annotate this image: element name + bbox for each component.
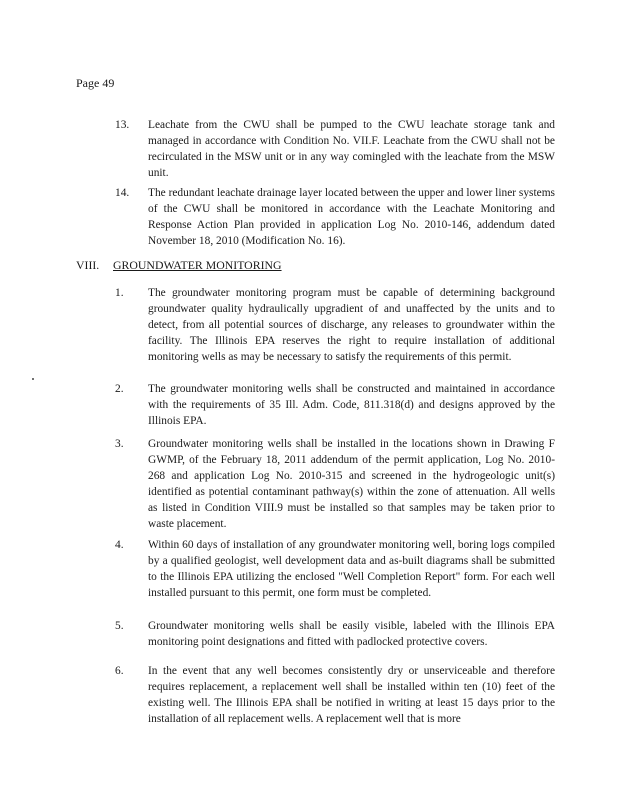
condition-number: 3. (115, 438, 124, 450)
page-number: Page 49 (76, 76, 115, 90)
condition-4 (115, 538, 555, 602)
condition-number: 13. (115, 119, 130, 131)
condition-2 (115, 382, 555, 430)
condition-text: In the event that any well becomes consistently dry or unserviceable and therefore requires replacement, a replacement well shall be installed within ten (10) feet of the existing well. The Illinois EPA shall be notified in writing at least 15 days prior to the installation of all replacement wells. A replacement well that is more (148, 665, 555, 725)
condition-6 (115, 664, 555, 728)
condition-1 (115, 286, 555, 366)
section-number: VIII. (76, 258, 100, 272)
condition-number: 1. (115, 287, 124, 299)
condition-text: Within 60 days of installation of any groundwater monitoring well, boring logs compiled by a qualified geologist, well development data and as-built diagrams shall be submitted to the Illinois EPA utilizing the enclosed "Well Completion Report" form. For each well installed pursuant to this permit, one form must be completed. (148, 539, 555, 599)
condition-text: The groundwater monitoring wells shall be constructed and maintained in accordance with the requirements of 35 Ill. Adm. Code, 811.318(d) and designs approved by the Illinois EPA. (148, 383, 555, 427)
condition-number: 14. (115, 187, 130, 199)
condition-text: Groundwater monitoring wells shall be easily visible, labeled with the Illinois EPA monitoring point designations and fitted with padlocked protective covers. (148, 620, 555, 648)
condition-number: 5. (115, 620, 124, 632)
section-heading (76, 258, 282, 273)
condition-5 (115, 619, 555, 651)
section-title: GROUNDWATER MONITORING (113, 258, 282, 272)
condition-text: The redundant leachate drainage layer located between the upper and lower liner systems of the CWU shall be monitored in accordance with the Leachate Monitoring and Response Action Plan provided in application Log No. 2010-146, addendum dated November 18, 2010 (Modification No. 16). (148, 187, 555, 247)
condition-number: 6. (115, 665, 124, 677)
condition-14 (115, 186, 555, 250)
condition-text: Groundwater monitoring wells shall be installed in the locations shown in Drawing F GWMP, of the February 18, 2011 addendum of the permit application, Log No. 2010-268 and application Log No. 2010-315 and screened in the hydrogeologic unit(s) identified as potential contaminant pathway(s) within the zone of attenuation. All wells as listed in Condition VIII.9 must be installed so that samples may be taken prior to waste placement. (148, 438, 555, 530)
condition-text: Leachate from the CWU shall be pumped to the CWU leachate storage tank and managed in accordance with Condition No. VII.F. Leachate from the CWU shall not be recirculated in the MSW unit or in any way comingled with the leachate from the MSW unit. (148, 119, 555, 179)
scan-speck (32, 378, 34, 380)
condition-number: 4. (115, 539, 124, 551)
condition-text: The groundwater monitoring program must be capable of determining background groundwater quality hydraulically upgradient of and unaffected by the units and to detect, from all potential sources of discharge, any releases to groundwater within the facility. The Illinois EPA reserves the right to require installation of additional monitoring wells as may be necessary to satisfy the requirements of this permit. (148, 287, 555, 363)
condition-number: 2. (115, 383, 124, 395)
condition-3 (115, 437, 555, 532)
condition-13 (115, 118, 555, 182)
